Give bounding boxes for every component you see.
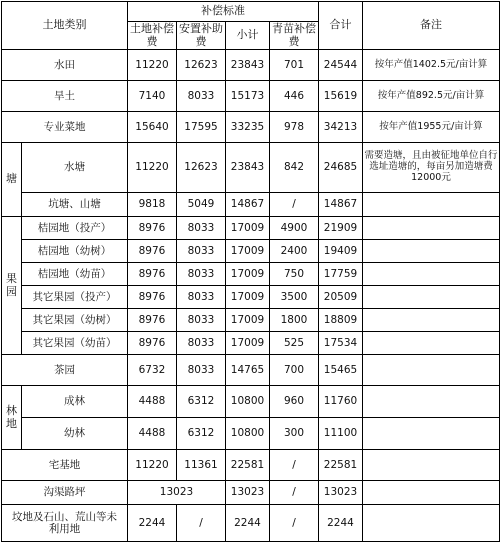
group-label-forest <box>2 386 22 450</box>
row-name: 坑塘、山塘 <box>22 193 128 217</box>
table-row <box>2 418 500 450</box>
cell-total: 17759 <box>319 263 363 286</box>
cell-total: 11760 <box>319 386 363 418</box>
cell-resettle: 8033 <box>177 81 226 112</box>
cell-total: 19409 <box>319 240 363 263</box>
cell-subtotal: 17009 <box>226 286 270 309</box>
cell-crop: 701 <box>270 50 319 81</box>
cell-crop: / <box>270 481 319 505</box>
cell-land: 11220 <box>128 450 177 481</box>
cell-subtotal: 17009 <box>226 309 270 332</box>
row-name: 幼林 <box>22 418 128 450</box>
cell-resettle: 8033 <box>177 217 226 240</box>
cell-resettle: 12623 <box>177 143 226 193</box>
row-name: 茶园 <box>2 355 128 386</box>
cell-total: 18809 <box>319 309 363 332</box>
header-row-1 <box>2 2 500 22</box>
cell-note <box>363 355 500 386</box>
cell-crop: 4900 <box>270 217 319 240</box>
cell-land: 11220 <box>128 50 177 81</box>
table-row <box>2 263 500 286</box>
cell-crop: 842 <box>270 143 319 193</box>
cell-resettle: 12623 <box>177 50 226 81</box>
group-label-pond: 塘 <box>2 143 22 217</box>
cell-subtotal: 15173 <box>226 81 270 112</box>
cell-land: 8976 <box>128 217 177 240</box>
table-row <box>2 240 500 263</box>
cell-crop: / <box>270 450 319 481</box>
cell-note <box>363 481 500 505</box>
table-row <box>2 332 500 355</box>
row-name: 其它果园（投产） <box>22 286 128 309</box>
row-name: 旱土 <box>2 81 128 112</box>
header-total: 合计 <box>319 2 363 50</box>
cell-subtotal: 10800 <box>226 418 270 450</box>
cell-land: 8976 <box>128 332 177 355</box>
cell-note <box>363 263 500 286</box>
table-row <box>2 355 500 386</box>
header-standard: 补偿标准 <box>128 2 319 22</box>
cell-note: 需要造塘，且由被征地单位自行选址造塘的，每亩另加造塘费12000元 <box>363 143 500 193</box>
row-name: 沟渠路坪 <box>2 481 128 505</box>
cell-crop: 3500 <box>270 286 319 309</box>
table-row <box>2 193 500 217</box>
cell-note <box>363 240 500 263</box>
cell-land: 2244 <box>128 505 177 542</box>
cell-total: 24685 <box>319 143 363 193</box>
cell-subtotal: 10800 <box>226 386 270 418</box>
cell-crop: 960 <box>270 386 319 418</box>
cell-crop: 700 <box>270 355 319 386</box>
table-row <box>2 50 500 81</box>
cell-resettle: / <box>177 505 226 542</box>
cell-total: 21909 <box>319 217 363 240</box>
cell-subtotal: 14765 <box>226 355 270 386</box>
cell-total: 34213 <box>319 112 363 143</box>
cell-land: 4488 <box>128 386 177 418</box>
cell-land: 8976 <box>128 286 177 309</box>
group-orchard-text: 果园 <box>6 271 17 298</box>
cell-crop: 300 <box>270 418 319 450</box>
cell-note <box>363 217 500 240</box>
cell-crop: 750 <box>270 263 319 286</box>
cell-subtotal: 17009 <box>226 217 270 240</box>
row-name: 桔园地（投产） <box>22 217 128 240</box>
cell-crop: 2400 <box>270 240 319 263</box>
group-label-orchard <box>2 217 22 355</box>
cell-total: 15619 <box>319 81 363 112</box>
cell-crop: 1800 <box>270 309 319 332</box>
cell-note <box>363 386 500 418</box>
cell-note: 按年产值1402.5元/亩计算 <box>363 50 500 81</box>
cell-total: 14867 <box>319 193 363 217</box>
cell-resettle: 8033 <box>177 286 226 309</box>
cell-crop: 525 <box>270 332 319 355</box>
cell-resettle: 8033 <box>177 309 226 332</box>
cell-land: 6732 <box>128 355 177 386</box>
table-row <box>2 143 500 193</box>
row-name: 成林 <box>22 386 128 418</box>
cell-note <box>363 450 500 481</box>
cell-land: 11220 <box>128 143 177 193</box>
cell-resettle: 6312 <box>177 418 226 450</box>
cell-subtotal: 22581 <box>226 450 270 481</box>
table-row <box>2 505 500 542</box>
cell-total: 13023 <box>319 481 363 505</box>
cell-resettle: 17595 <box>177 112 226 143</box>
waste-name-text: 坟地及石山、荒山等未利用地 <box>12 510 117 535</box>
cell-resettle: 8033 <box>177 240 226 263</box>
row-name <box>2 505 128 542</box>
cell-note <box>363 418 500 450</box>
cell-subtotal: 14867 <box>226 193 270 217</box>
cell-resettle: 11361 <box>177 450 226 481</box>
cell-total: 17534 <box>319 332 363 355</box>
cell-total: 11100 <box>319 418 363 450</box>
cell-subtotal: 17009 <box>226 263 270 286</box>
cell-note <box>363 505 500 542</box>
group-forest-text: 林地 <box>6 403 17 430</box>
cell-total: 22581 <box>319 450 363 481</box>
cell-land: 9818 <box>128 193 177 217</box>
row-name: 宅基地 <box>2 450 128 481</box>
header-remark: 备注 <box>363 2 500 50</box>
header-land-comp: 土地补偿费 <box>128 22 177 50</box>
cell-note <box>363 332 500 355</box>
row-name: 水塘 <box>22 143 128 193</box>
cell-note <box>363 193 500 217</box>
cell-total: 2244 <box>319 505 363 542</box>
cell-note: 按年产值1955元/亩计算 <box>363 112 500 143</box>
table-row <box>2 481 500 505</box>
table-row <box>2 217 500 240</box>
cell-land: 8976 <box>128 309 177 332</box>
row-name: 桔园地（幼树） <box>22 240 128 263</box>
header-land-type: 土地类别 <box>2 2 128 50</box>
cell-crop: 446 <box>270 81 319 112</box>
cell-land: 8976 <box>128 263 177 286</box>
row-name: 水田 <box>2 50 128 81</box>
cell-resettle: 8033 <box>177 332 226 355</box>
cell-subtotal: 23843 <box>226 50 270 81</box>
cell-note <box>363 286 500 309</box>
table-row <box>2 386 500 418</box>
table-row <box>2 81 500 112</box>
table-row <box>2 286 500 309</box>
cell-subtotal: 17009 <box>226 332 270 355</box>
cell-total: 24544 <box>319 50 363 81</box>
cell-land: 4488 <box>128 418 177 450</box>
cell-resettle: 5049 <box>177 193 226 217</box>
cell-note <box>363 309 500 332</box>
header-crop: 青苗补偿费 <box>270 22 319 50</box>
cell-crop: 978 <box>270 112 319 143</box>
table-row <box>2 309 500 332</box>
cell-total: 20509 <box>319 286 363 309</box>
cell-note: 按年产值892.5元/亩计算 <box>363 81 500 112</box>
compensation-table <box>1 1 500 542</box>
cell-resettle: 8033 <box>177 355 226 386</box>
header-resettle: 安置补助费 <box>177 22 226 50</box>
cell-land: 15640 <box>128 112 177 143</box>
cell-resettle: 6312 <box>177 386 226 418</box>
cell-total: 15465 <box>319 355 363 386</box>
cell-crop: / <box>270 505 319 542</box>
cell-subtotal: 33235 <box>226 112 270 143</box>
row-name: 桔园地（幼苗） <box>22 263 128 286</box>
cell-subtotal: 17009 <box>226 240 270 263</box>
table-row <box>2 450 500 481</box>
row-name: 其它果园（幼树） <box>22 309 128 332</box>
row-name: 专业菜地 <box>2 112 128 143</box>
cell-resettle: 8033 <box>177 263 226 286</box>
cell-land: 7140 <box>128 81 177 112</box>
cell-subtotal: 2244 <box>226 505 270 542</box>
cell-crop: / <box>270 193 319 217</box>
table-row <box>2 112 500 143</box>
cell-land-combined: 13023 <box>128 481 226 505</box>
row-name: 其它果园（幼苗） <box>22 332 128 355</box>
cell-subtotal: 13023 <box>226 481 270 505</box>
cell-land: 8976 <box>128 240 177 263</box>
header-subtotal: 小计 <box>226 22 270 50</box>
cell-subtotal: 23843 <box>226 143 270 193</box>
